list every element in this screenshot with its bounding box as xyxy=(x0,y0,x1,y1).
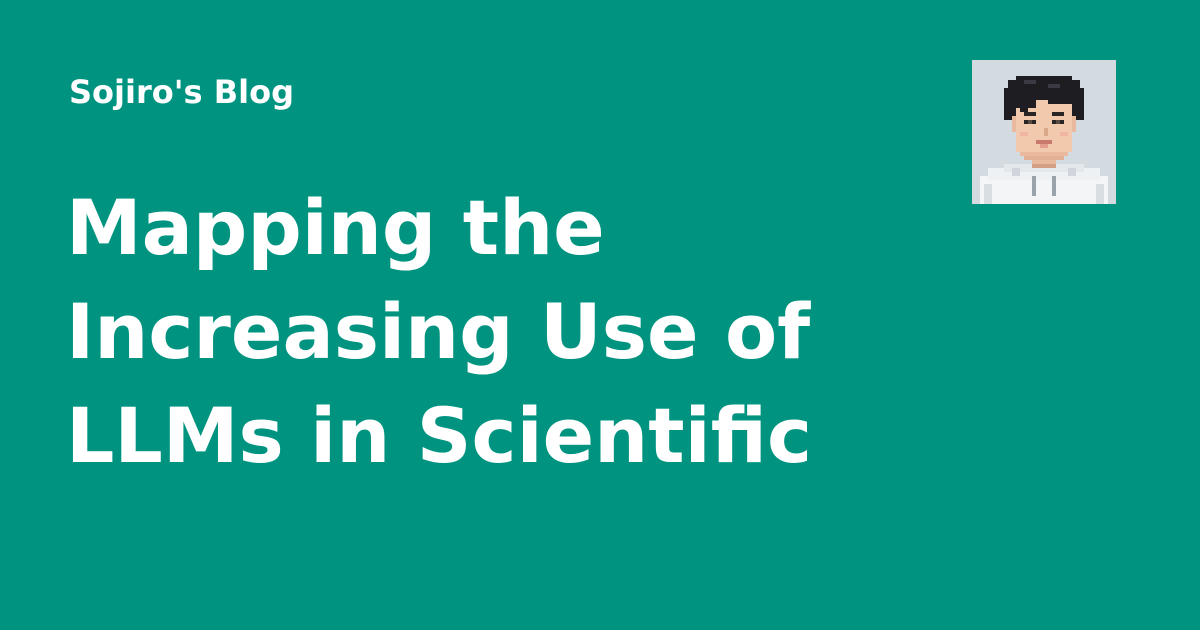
post-title xyxy=(66,176,906,488)
pixel-art-avatar-icon xyxy=(972,60,1116,204)
blog-name: Sojiro's Blog xyxy=(69,73,294,111)
author-avatar xyxy=(972,60,1116,204)
post-title-line-2: Increasing Use of xyxy=(66,287,811,376)
post-title-line-3: LLMs in Scientific xyxy=(66,391,813,480)
post-title-line-1: Mapping the xyxy=(66,183,605,272)
